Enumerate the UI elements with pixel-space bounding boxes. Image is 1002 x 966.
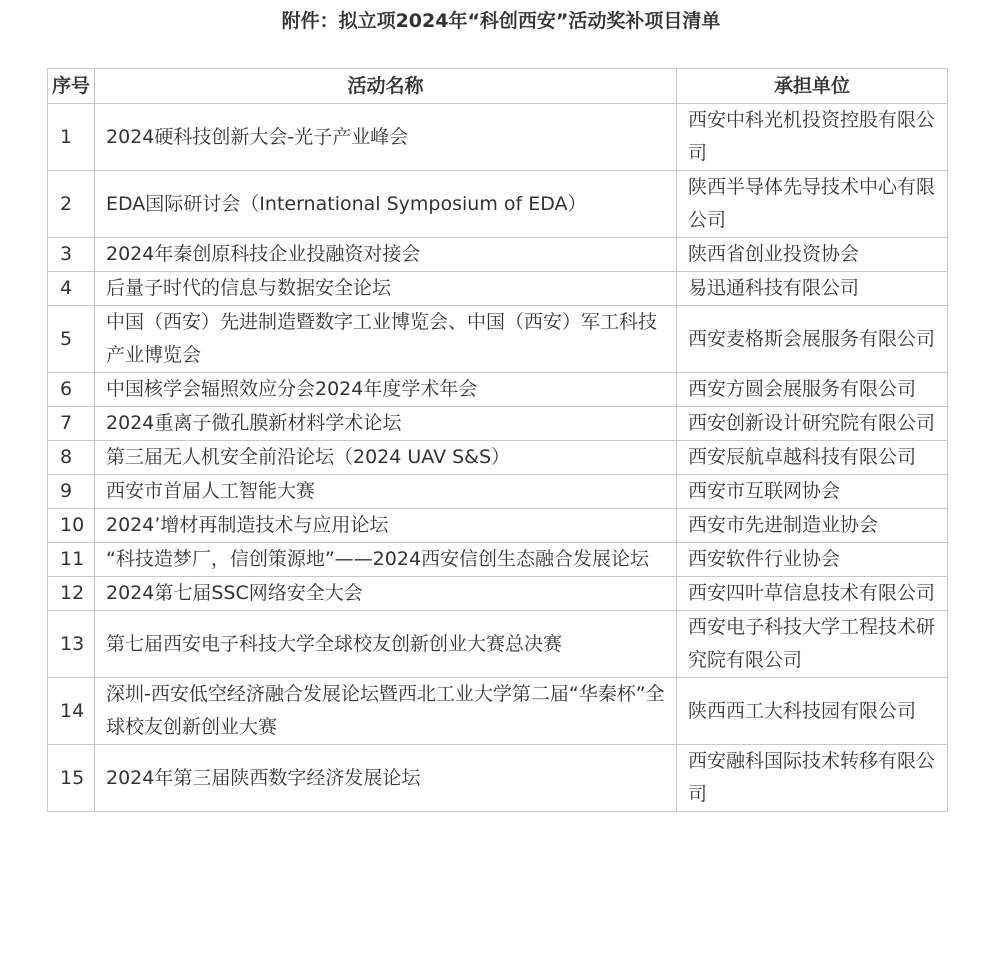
table-row <box>48 171 948 238</box>
row-activity-name: 2024年第三届陕西数字经济发展论坛 <box>95 745 677 812</box>
row-activity-name: EDA国际研讨会（International Symposium of EDA） <box>95 171 677 238</box>
row-activity-name: 西安市首届人工智能大赛 <box>95 475 677 509</box>
row-activity-name: 2024重离子微孔膜新材料学术论坛 <box>95 407 677 441</box>
row-organizer: 西安麦格斯会展服务有限公司 <box>677 306 948 373</box>
table-row <box>48 611 948 678</box>
row-organizer: 西安辰航卓越科技有限公司 <box>677 441 948 475</box>
row-seq: 15 <box>48 745 95 812</box>
row-seq: 14 <box>48 678 95 745</box>
row-organizer: 西安融科国际技术转移有限公司 <box>677 745 948 812</box>
table-row <box>48 407 948 441</box>
row-organizer: 西安方圆会展服务有限公司 <box>677 373 948 407</box>
header-seq: 序号 <box>48 69 95 104</box>
row-activity-name: 深圳-西安低空经济融合发展论坛暨西北工业大学第二届“华秦杯”全球校友创新创业大赛 <box>95 678 677 745</box>
row-activity-name: 后量子时代的信息与数据安全论坛 <box>95 272 677 306</box>
row-organizer: 易迅通科技有限公司 <box>677 272 948 306</box>
row-activity-name: 第三届无人机安全前沿论坛（2024 UAV S&S） <box>95 441 677 475</box>
row-activity-name: “科技造梦厂，信创策源地”——2024西安信创生态融合发展论坛 <box>95 543 677 577</box>
table-row <box>48 509 948 543</box>
row-organizer: 西安电子科技大学工程技术研究院有限公司 <box>677 611 948 678</box>
row-seq: 6 <box>48 373 95 407</box>
row-organizer: 西安市先进制造业协会 <box>677 509 948 543</box>
row-seq: 2 <box>48 171 95 238</box>
table-row <box>48 475 948 509</box>
row-activity-name: 2024’增材再制造技术与应用论坛 <box>95 509 677 543</box>
table-header-row <box>48 69 948 104</box>
row-seq: 12 <box>48 577 95 611</box>
row-seq: 4 <box>48 272 95 306</box>
row-seq: 5 <box>48 306 95 373</box>
row-organizer: 西安四叶草信息技术有限公司 <box>677 577 948 611</box>
document-title: 附件：拟立项2024年“科创西安”活动奖补项目清单 <box>281 10 721 32</box>
table-row <box>48 306 948 373</box>
table-row <box>48 678 948 745</box>
project-table <box>47 68 948 812</box>
row-organizer: 西安市互联网协会 <box>677 475 948 509</box>
row-seq: 3 <box>48 238 95 272</box>
row-organizer: 西安软件行业协会 <box>677 543 948 577</box>
row-activity-name: 2024硬科技创新大会-光子产业峰会 <box>95 104 677 171</box>
table-row <box>48 543 948 577</box>
row-seq: 8 <box>48 441 95 475</box>
header-organizer: 承担单位 <box>677 69 948 104</box>
row-seq: 7 <box>48 407 95 441</box>
row-organizer: 陕西半导体先导技术中心有限公司 <box>677 171 948 238</box>
row-seq: 9 <box>48 475 95 509</box>
table-row <box>48 441 948 475</box>
table-row <box>48 373 948 407</box>
row-activity-name: 2024年秦创原科技企业投融资对接会 <box>95 238 677 272</box>
table-row <box>48 104 948 171</box>
row-activity-name: 中国（西安）先进制造暨数字工业博览会、中国（西安）军工科技产业博览会 <box>95 306 677 373</box>
row-activity-name: 第七届西安电子科技大学全球校友创新创业大赛总决赛 <box>95 611 677 678</box>
row-activity-name: 2024第七届SSC网络安全大会 <box>95 577 677 611</box>
table-row <box>48 577 948 611</box>
row-seq: 10 <box>48 509 95 543</box>
row-organizer: 西安中科光机投资控股有限公司 <box>677 104 948 171</box>
table-row <box>48 238 948 272</box>
row-organizer: 陕西省创业投资协会 <box>677 238 948 272</box>
row-seq: 13 <box>48 611 95 678</box>
row-organizer: 西安创新设计研究院有限公司 <box>677 407 948 441</box>
header-activity-name: 活动名称 <box>95 69 677 104</box>
table-row <box>48 745 948 812</box>
row-seq: 11 <box>48 543 95 577</box>
table-row <box>48 272 948 306</box>
row-activity-name: 中国核学会辐照效应分会2024年度学术年会 <box>95 373 677 407</box>
row-organizer: 陕西西工大科技园有限公司 <box>677 678 948 745</box>
row-seq: 1 <box>48 104 95 171</box>
